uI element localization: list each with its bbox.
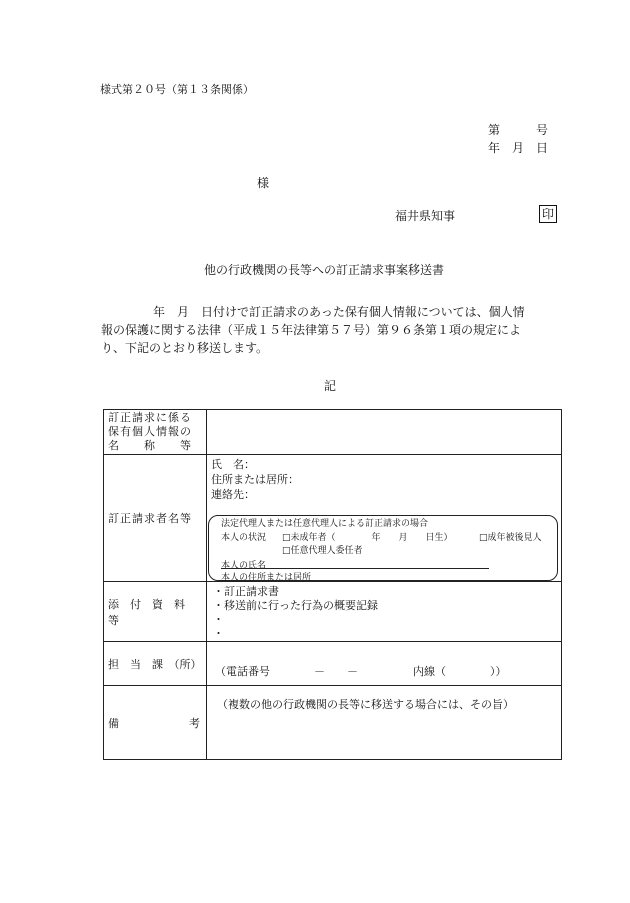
document-date: 年 月 日 xyxy=(488,141,549,155)
department-label: 担 当 課 （所） xyxy=(108,657,202,671)
seal-stamp: 印 xyxy=(539,205,557,223)
principal-name-label: 本人の氏名 xyxy=(221,561,267,571)
label-line: 保有個人情報の xyxy=(108,425,192,438)
document-number: 第 号 xyxy=(488,123,549,137)
details-table xyxy=(103,409,562,760)
voluntary-proxy-checkbox: □任意代理人委任者 xyxy=(282,546,363,556)
ki-heading: 記 xyxy=(324,379,337,393)
label-cell xyxy=(104,455,207,582)
attachment-item: ・ xyxy=(213,613,224,626)
label-cell xyxy=(104,410,207,455)
remarks-note: （複数の他の行政機関の長等に移送する場合には、その旨） xyxy=(217,698,514,711)
label-line: 名 称 等 xyxy=(108,439,192,452)
requester-contact: 連絡先： xyxy=(211,488,255,501)
body-line-2: 報の保護に関する法律（平成１５年法律第５７号）第９６条第１項の規定によ xyxy=(101,323,522,337)
label-cell xyxy=(104,686,207,760)
document-title: 他の行政機関の長等への訂正請求事案移送書 xyxy=(204,263,445,277)
attachment-item: ・移送前に行った行為の概要記録 xyxy=(213,599,378,612)
principal-name-underline xyxy=(221,568,489,569)
form-number: 様式第２０号（第１３条関係） xyxy=(100,83,254,96)
body-line-3: り、下記のとおり移送します。 xyxy=(101,341,269,355)
principal-status-label: 本人の状況 xyxy=(221,533,267,543)
minor-checkbox: □未成年者（ 年 月 日生） xyxy=(282,533,453,543)
attachment-item: ・訂正請求書 xyxy=(213,585,279,598)
label-cell xyxy=(104,642,207,686)
label-line: 訂正請求に係る xyxy=(108,411,192,424)
attachments-cell xyxy=(207,582,562,642)
sender-name: 福井県知事 xyxy=(395,209,456,223)
body-line-1: 年 月 日付けで訂正請求のあった保有個人情報については、個人情 xyxy=(129,305,525,319)
requester-name: 氏 名： xyxy=(211,458,255,471)
requester-address: 住所または居所： xyxy=(211,473,299,486)
body-paragraph xyxy=(101,303,561,357)
remarks-label-left: 備 xyxy=(108,716,119,730)
value-cell xyxy=(207,410,562,455)
table-row-info xyxy=(104,410,562,455)
remarks-label-right: 考 xyxy=(189,716,200,730)
department-cell xyxy=(207,642,562,686)
table-row-attachments xyxy=(104,582,562,642)
requester-label: 訂正請求者名等 xyxy=(108,512,192,525)
attachments-label: 添 付 資 料 等 xyxy=(108,597,196,627)
proxy-title: 法定代理人または任意代理人による訂正請求の場合 xyxy=(221,519,429,529)
table-row-remarks xyxy=(104,686,562,760)
attachment-item: ・ xyxy=(213,627,224,640)
table-row-department xyxy=(104,642,562,686)
principal-address-underline xyxy=(221,580,489,581)
label-cell xyxy=(104,582,207,642)
remarks-cell xyxy=(207,686,562,760)
phone-line: （電話番号 － － 内線（ ）） xyxy=(215,665,507,678)
recipient-suffix: 様 xyxy=(257,176,270,190)
adult-guardian-checkbox: □成年被後見人 xyxy=(479,533,542,543)
principal-address-label: 本人の住所または居所 xyxy=(221,573,312,583)
